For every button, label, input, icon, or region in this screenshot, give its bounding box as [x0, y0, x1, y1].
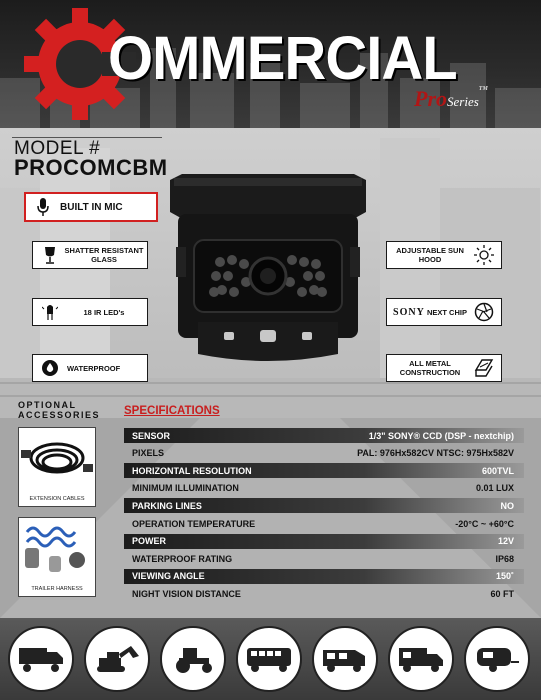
spec-label: POWER	[132, 536, 167, 547]
spec-row	[124, 586, 524, 601]
brand-title: OMMERCIAL	[108, 24, 457, 93]
feature-sun-hood	[386, 241, 502, 269]
feature-metal-label: ALL METAL CONSTRUCTION	[399, 359, 461, 377]
sun-icon	[473, 244, 495, 266]
spec-row	[124, 551, 524, 566]
metal-icon	[473, 357, 495, 379]
logo-tm: TM	[478, 86, 488, 92]
tractor-icon	[160, 626, 226, 692]
feature-waterproof	[32, 354, 148, 382]
spec-row	[124, 534, 524, 549]
feature-built-in-mic	[24, 192, 158, 222]
spec-value: 60 FT	[490, 588, 514, 599]
sony-chip-text: NEXT CHIP	[426, 307, 467, 317]
excavator-icon	[84, 626, 150, 692]
spec-value: 150˚	[495, 571, 514, 582]
trailer-harness-caption: TRAILER HARNESS	[31, 586, 83, 592]
sony-brand: SONY	[393, 306, 425, 318]
spec-label: PARKING LINES	[132, 500, 202, 511]
spec-label: VIEWING ANGLE	[132, 571, 205, 582]
feature-sony-chip	[386, 298, 502, 326]
feature-ir-leds	[32, 298, 148, 326]
spec-row	[124, 516, 524, 531]
coiled-harness-icon	[19, 518, 95, 580]
proseries-logo	[414, 86, 488, 112]
motorhome-icon	[388, 626, 454, 692]
feature-mic-label: BUILT IN MIC	[60, 201, 123, 213]
accessory-extension-cables	[18, 427, 96, 507]
spec-label: WATERPROOF RATING	[132, 553, 233, 564]
spec-row	[124, 569, 524, 584]
spec-value: IP68	[495, 553, 514, 564]
extension-cables-caption: EXTENSION CABLES	[29, 496, 85, 502]
logo-pro: Pro	[414, 86, 447, 111]
header-banner	[0, 0, 541, 128]
bus-icon	[236, 626, 302, 692]
spec-value: 600TVL	[481, 465, 514, 476]
logo-series: Series	[447, 94, 479, 109]
spec-label: OPERATION TEMPERATURE	[132, 518, 256, 529]
opt-title-line1: OPTIONAL	[18, 400, 77, 410]
led-icon	[39, 301, 61, 323]
rv-icon	[312, 626, 378, 692]
model-number: PROCOMCBM	[14, 155, 168, 180]
feature-shatter-label: SHATTER RESISTANT GLASS	[64, 246, 144, 264]
feature-metal-construction	[386, 354, 502, 382]
model-label: MODEL #	[14, 138, 101, 159]
spec-row	[124, 498, 524, 513]
trailer-icon	[464, 626, 530, 692]
spec-label: SENSOR	[132, 430, 171, 441]
spec-label: MINIMUM ILLUMINATION	[132, 483, 239, 494]
feature-sony-label	[387, 308, 473, 317]
spec-value: 12V	[497, 536, 514, 547]
spec-value: -20°C ~ +60°C	[455, 518, 514, 529]
feature-waterproof-label: WATERPROOF	[67, 363, 121, 373]
spec-row	[124, 463, 524, 478]
spec-label: NIGHT VISION DISTANCE	[132, 588, 241, 599]
spec-value: NO	[500, 500, 514, 511]
glass-icon	[39, 244, 61, 266]
camera-image	[168, 172, 368, 368]
specifications-title: SPECIFICATIONS	[124, 405, 220, 417]
spec-label: PIXELS	[132, 448, 165, 459]
accessory-trailer-harness	[18, 517, 96, 597]
cable-coil-icon	[19, 428, 95, 490]
water-drop-icon	[39, 357, 61, 379]
microphone-icon	[32, 196, 54, 218]
aperture-icon	[473, 301, 495, 323]
optional-accessories-title	[18, 400, 100, 420]
spec-label: HORIZONTAL RESOLUTION	[132, 465, 252, 476]
opt-title-line2: ACCESSORIES	[18, 410, 101, 420]
footer-vehicle-icons	[0, 618, 541, 700]
feature-sunhood-label: ADJUSTABLE SUN HOOD	[396, 246, 464, 264]
spec-value: 1/3" SONY® CCD (DSP - nextchip)	[368, 430, 514, 441]
spec-value: 0.01 LUX	[475, 483, 514, 494]
truck-icon	[8, 626, 74, 692]
spec-row	[124, 481, 524, 496]
spec-value: PAL: 976Hx582CV NTSC: 975Hx582V	[357, 448, 514, 459]
feature-shatter-glass	[32, 241, 148, 269]
spec-row	[124, 428, 524, 443]
spec-row	[124, 446, 524, 461]
feature-ir-label: 18 IR LED's	[83, 307, 125, 317]
